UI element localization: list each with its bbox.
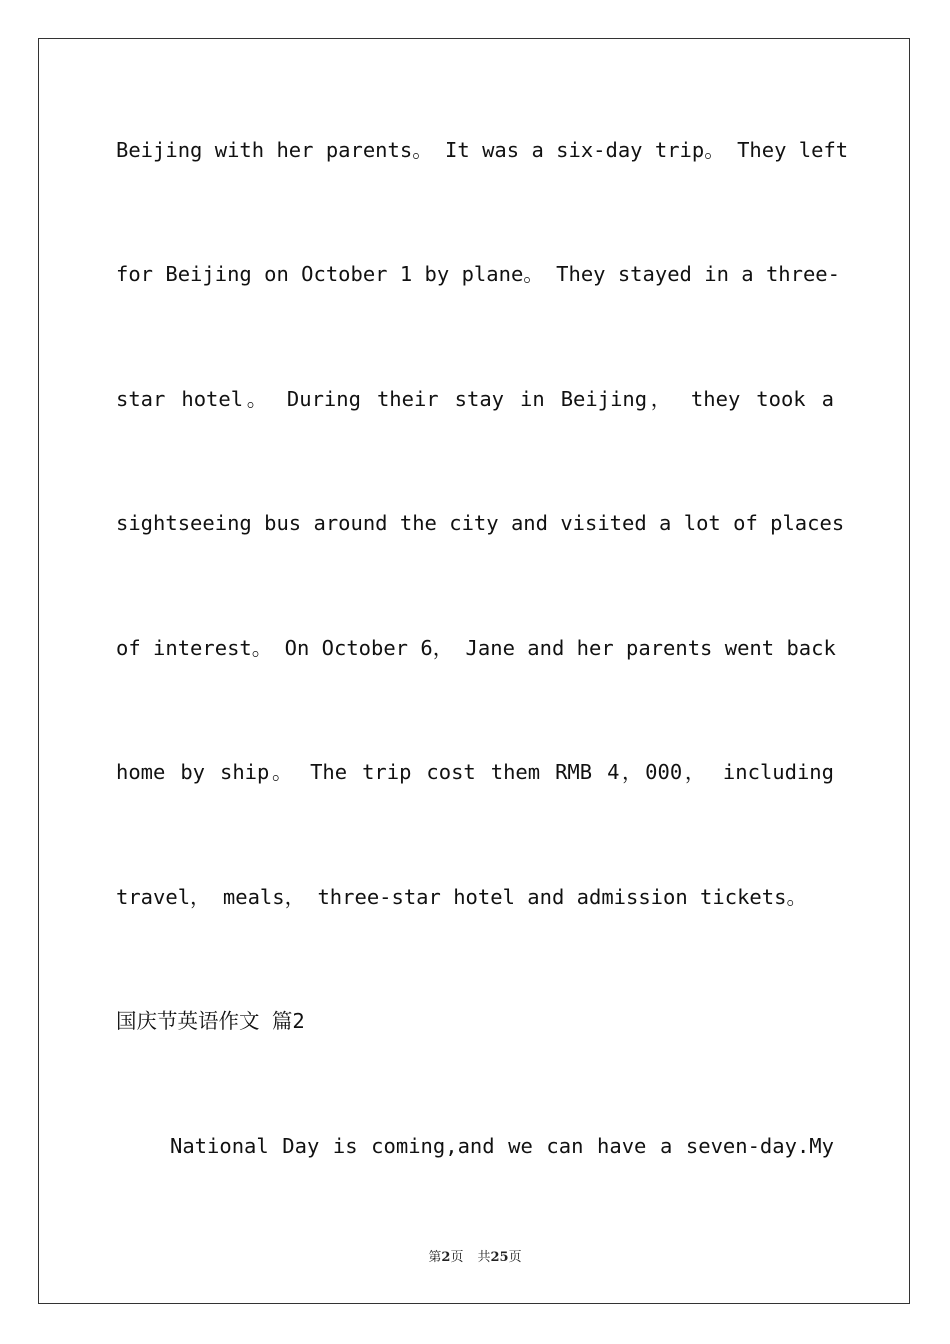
total-page-count: 25	[490, 1250, 509, 1265]
text-line: National Day is coming,and we can have a seven-day.My	[170, 1134, 834, 1158]
current-page-number: 2	[441, 1250, 451, 1265]
text-line: travel， meals， three-star hotel and admission tickets。	[116, 885, 807, 909]
text-line: star hotel。 During their stay in Beijing， they took a	[116, 387, 834, 411]
text-line: sightseeing bus around the city and visited a lot of places	[116, 511, 845, 535]
text-line: home by ship。 The trip cost them RMB 4，000， including	[116, 760, 834, 784]
section-heading: 国庆节英语作文 篇2	[116, 1009, 305, 1033]
text-line: of interest。 On October 6， Jane and her parents went back	[116, 636, 836, 660]
text-line: Beijing with her parents。 It was a six-day trip。 They left	[116, 138, 849, 162]
page-suffix: 页	[450, 1250, 464, 1265]
text-line: for Beijing on October 1 by plane。 They stayed in a three-	[116, 262, 840, 286]
total-prefix: 共	[477, 1250, 491, 1265]
page-prefix: 第	[428, 1250, 442, 1265]
page-footer	[0, 1246, 950, 1265]
page-border	[38, 38, 910, 1304]
total-suffix: 页	[508, 1250, 522, 1265]
